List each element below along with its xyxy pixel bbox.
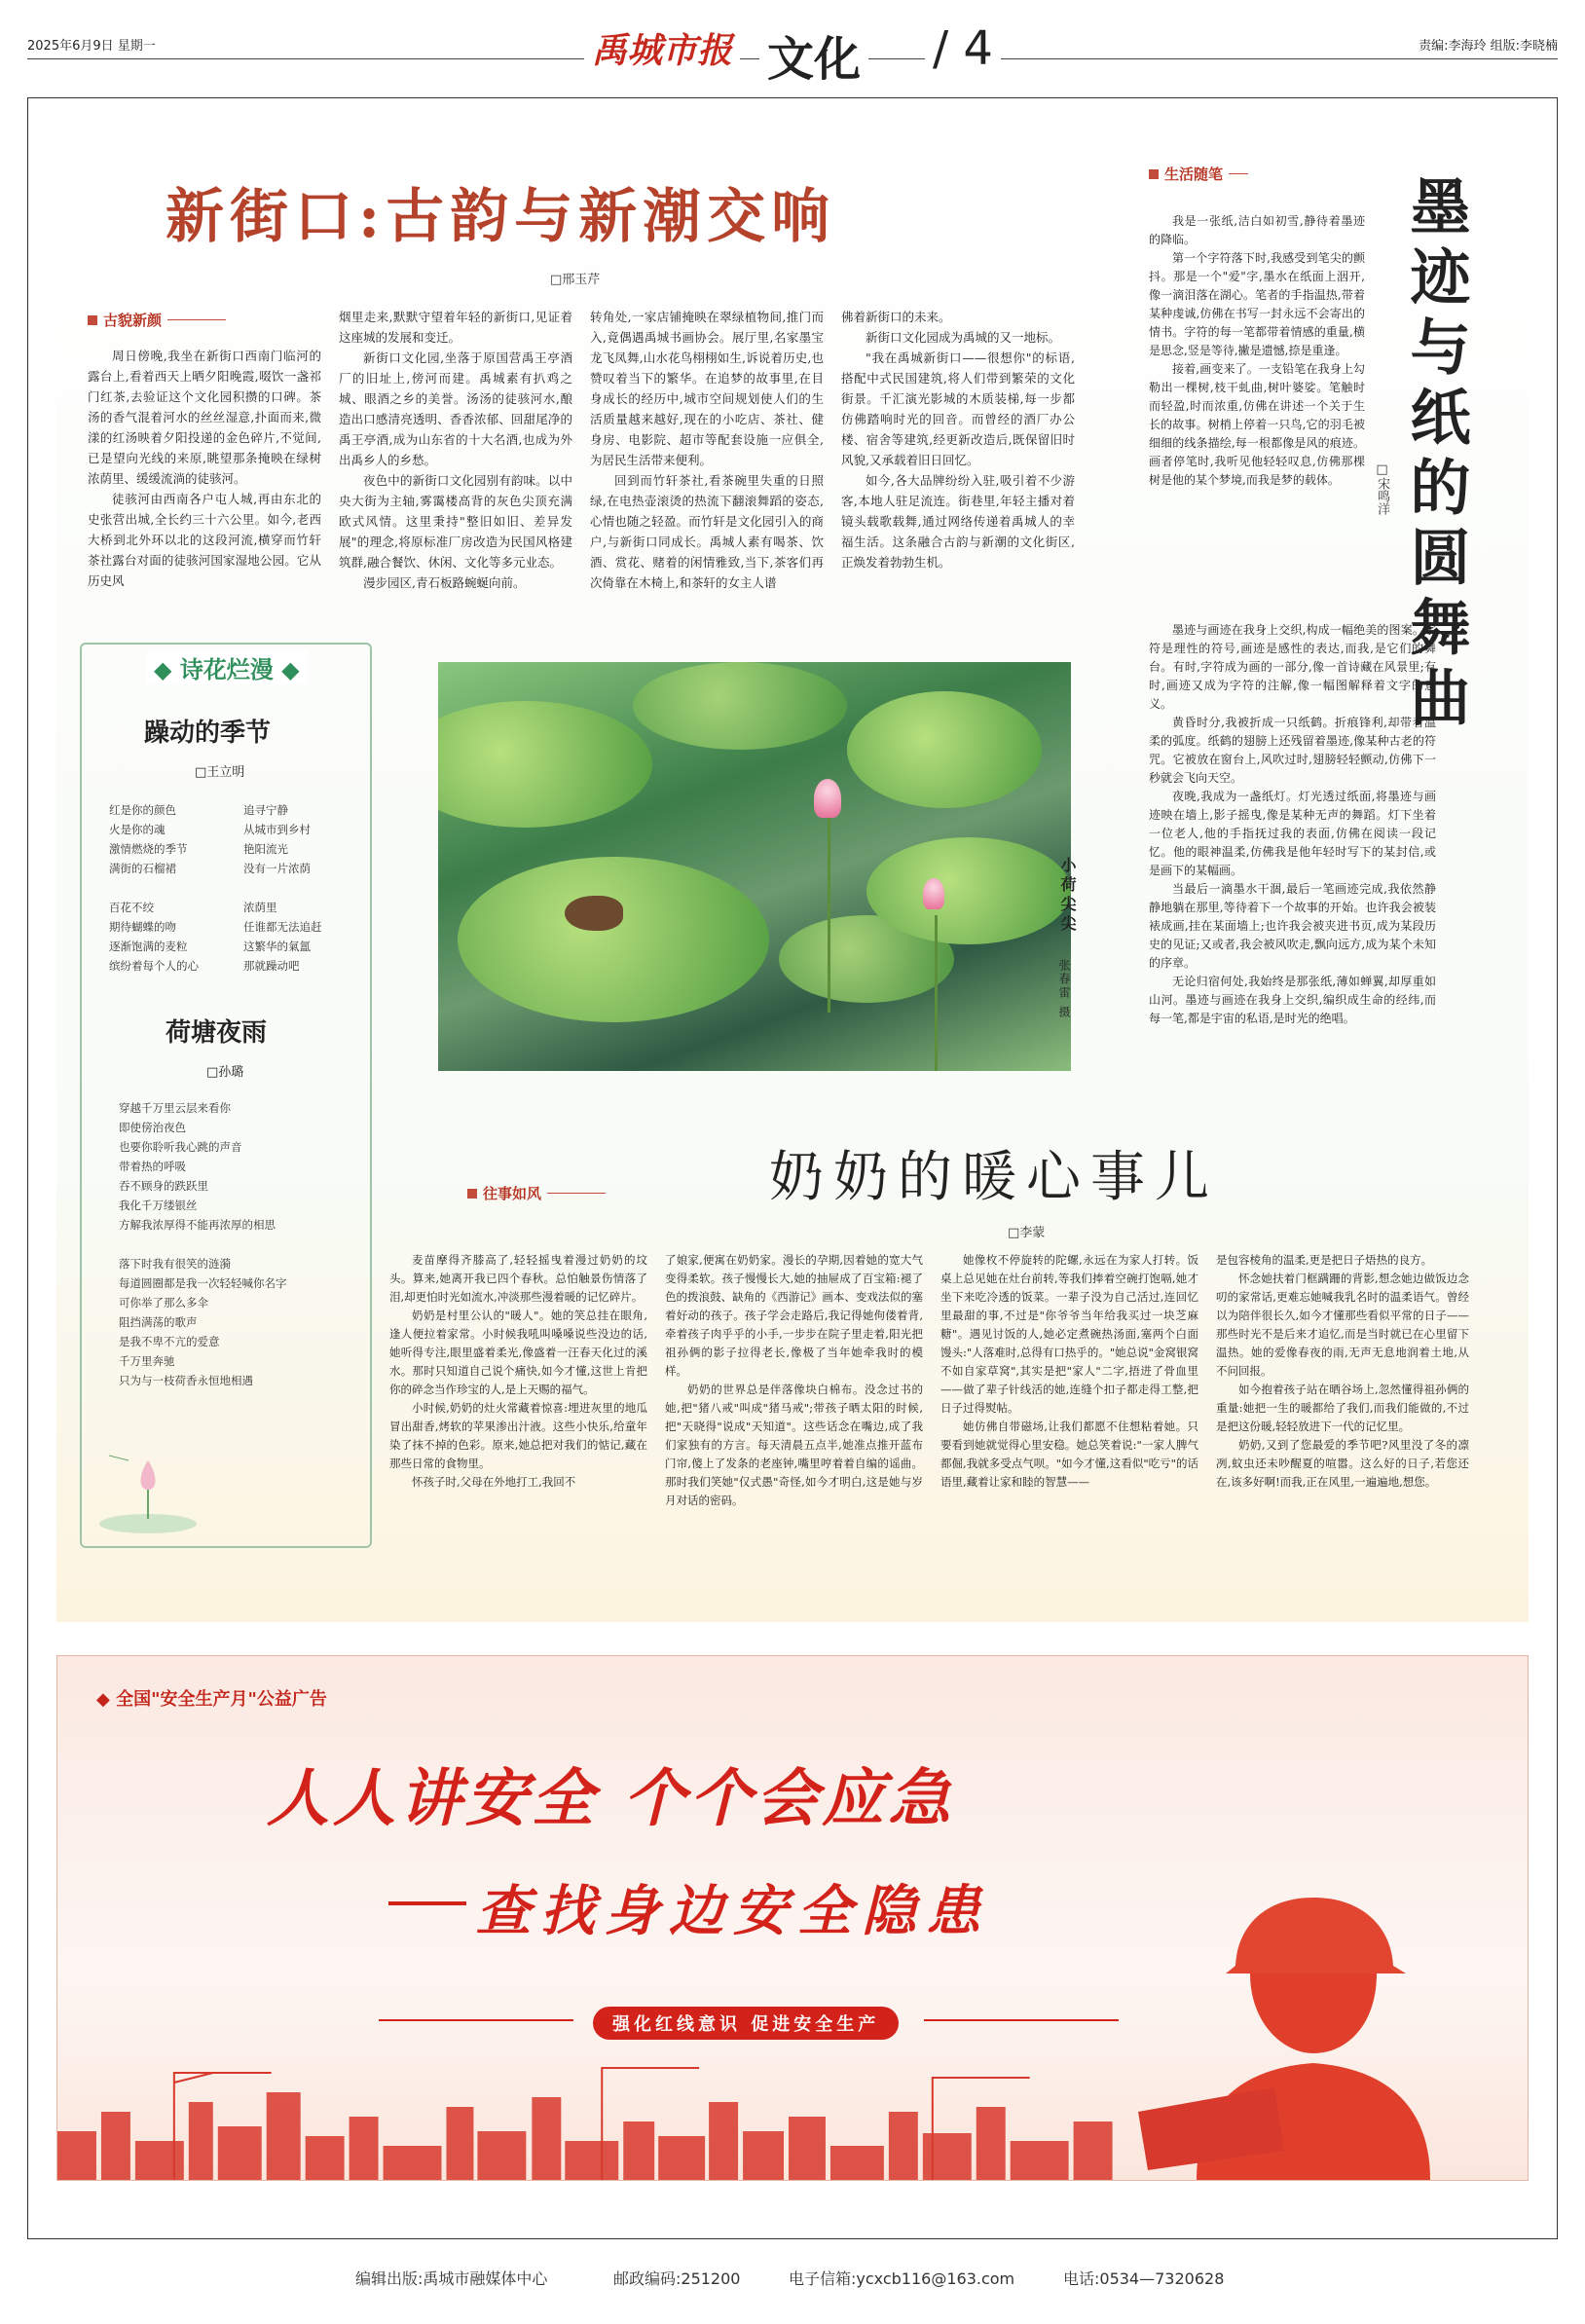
article-title-grandma: 奶奶的暖心事儿 [769, 1146, 1219, 1209]
poem-line: 可你举了那么多伞 [119, 1296, 208, 1310]
paragraph: 佛着新街口的未来。 [841, 310, 951, 324]
footer-email: 电子信箱:ycxcb116@163.com [789, 2269, 1015, 2288]
poem-line: 那就躁动吧 [243, 959, 300, 973]
section-title: 文化 [759, 21, 868, 89]
poem-line: 任谁都无法追赶 [243, 920, 322, 934]
poem-line: 每道圆圈都是我一次轻轻喊你名字 [119, 1276, 287, 1290]
editor-credits: 责编:李海玲 组版:李晓楠 [1419, 39, 1558, 54]
issue-date: 2025年6月9日 星期一 [27, 39, 156, 54]
paragraph: 她像枚不停旋转的陀螺,永远在为家人打转。饭桌上总见她在灶台前转,等我们捧着空碗打饱嗝,她才坐下来吃冷透的饭菜。一辈子没为自己活过,连回忆里最甜的事,不过是"你爷爷当年给我买过一块芝麻糖"。遇见讨饭的人,她必定煮碗热汤面,塞两个白面馒头:"人落难时,总得有口热乎的。"她总说"金窝银窝不如自家草窝",其实是把"家人"二字,捂进了骨血里——做了辈子针线活的她,连缝个扣子都走得工整,把日子过得熨帖。 [940, 1253, 1198, 1415]
photo-credit: 张春雷 摄 [1057, 959, 1071, 1019]
page-number: / 4 [925, 21, 1001, 76]
paragraph: 了娘家,便寓在奶奶家。漫长的孕期,因着她的宽大气变得柔软。孩子慢慢长大,她的抽屉成了百宝箱:褪了色的拨浪鼓、缺角的《西游记》画本、变戏法似的塞着好动的孩子。孩子学会走路后,我记得她佝偻着背,牵着孩子肉乎乎的小手,一步步在院子里走着,阳光把祖孙俩的影子拉得老长,像极了当年她牵我时的模样。 [665, 1253, 923, 1378]
paragraph: 漫步园区,青石板路蜿蜒向前。 [363, 575, 526, 590]
poem-heading-text: 诗花烂漫 [179, 656, 274, 683]
poem-line: 我化千万缕银丝 [119, 1199, 198, 1212]
poem1-left-stanza [109, 800, 226, 976]
section-tag-old-new [88, 310, 226, 330]
essay-column-lower [1149, 621, 1436, 1028]
poem-line: 只为与一枝荷香永恒地相遇 [119, 1374, 253, 1387]
poem-line: 火是你的魂 [109, 823, 166, 836]
paragraph: 周日傍晚,我坐在新街口西南门临河的露台上,看着西天上晒夕阳晚霞,啜饮一盏祁门红茶,去验证这个文化园积攒的口碑。茶汤的香气混着河水的丝丝湿意,扑面而来,微漾的红汤映着夕阳投递的金色碎片,不觉间,已是望向光线的来原,眺望那条掩映在绿树浓荫里、缓缓流淌的徒骇河。 [88, 349, 321, 486]
safety-ad [56, 1655, 1529, 2181]
ad-rule [379, 2019, 573, 2021]
tag-square-icon [88, 315, 97, 325]
tag-square-icon [467, 1189, 477, 1199]
poem-line: 这繁华的氣氲 [243, 940, 311, 953]
poem-line: 是我不卑不亢的爱意 [119, 1335, 220, 1348]
paragraph: 怀孩子时,父母在外地打工,我回不 [412, 1475, 576, 1489]
poem-line: 带着热的呼吸 [119, 1160, 186, 1173]
paragraph: 烟里走来,默默守望着年轻的新街口,见证着这座城的发展和变迁。 [339, 310, 572, 345]
ad-tag: ◆ 全国"安全生产月"公益广告 [96, 1689, 327, 1710]
ad-bottom-banner: 强化红线意识 促进安全生产 [593, 2007, 899, 2040]
tag-rule [547, 1193, 606, 1194]
article-title-xinjiekou: 新街口:古韵与新潮交响 [166, 183, 836, 251]
paragraph: 徒骇河由西南各户屯人城,再由东北的史张营出城,全长约三十六公里。如今,老西大桥到北外环以北的这段河流,横穿而竹轩茶社露台对面的徒骇河国家湿地公园。它从历史风 [88, 492, 321, 588]
poem-line: 没有一片浓荫 [243, 862, 311, 875]
poem2-body [119, 1098, 362, 1390]
paragraph: 奶奶,又到了您最爱的季节吧?风里没了冬的凛冽,蚊虫还未吵醒夏的喧嚣。这么好的日子,若您还在,该多好啊!而我,正在风里,一遍遍地,想您。 [1216, 1438, 1469, 1489]
footer-publisher: 编辑出版:禹城市融媒体中心 [355, 2269, 548, 2288]
section-tag-essay [1149, 164, 1248, 184]
paragraph: 墨迹与画迹在我身上交织,构成一幅绝美的图案。字符是理性的符号,画迹是感性的表达,而我,是它们的舞台。有时,字符成为画的一部分,像一首诗藏在风景里;有时,画迹又成为字符的注解,像一幅图解释着文字的意义。 [1149, 623, 1436, 711]
paragraph: 麦苗摩得齐膝高了,轻轻摇曳着漫过奶奶的坟头。算来,她离开我已四个春秋。总怕触景伤情落了泪,却更怕时光如流水,冲淡那些漫着暖的记忆碎片。 [389, 1253, 647, 1304]
paragraph: 夜色中的新街口文化园别有韵味。以中央大街为主轴,雾霭楼高背的灰色尖顶充满欧式风情。这里秉持"整旧如旧、差异发展"的理念,将原标准厂房改造为民国风格建筑群,融合餐饮、休闲、文化等多元业态。 [339, 473, 572, 570]
ad-slogan: 人人讲安全 个个会应急 [267, 1763, 955, 1835]
lotus-bud [814, 779, 841, 818]
paragraph: 新街口文化园,坐落于原国营禹王亭酒厂的旧址上,傍河而建。禹城素有扒鸡之城、眼酒之乡的美誉。汤汤的徒骇河水,酿造出口感清亮透明、香香浓郁、回甜尾净的禹王亭酒,成为山东省的十大名酒,也成为外出禹乡人的乡愁。 [339, 350, 572, 467]
article1-column-3 [590, 307, 824, 593]
page-footer [0, 2257, 1585, 2296]
paragraph: 如今,各大品牌纷纷入驻,吸引着不少游客,本地人驻足流连。街巷里,年轻主播对着镜头载歌载舞,通过网络传递着禹城人的幸福生活。这条融合古韵与新潮的文化街区,正焕发着勃勃生机。 [841, 473, 1075, 570]
worker-silhouette-icon [1138, 1859, 1489, 2180]
article1-column-4 [841, 307, 1075, 572]
tag-label: 生活随笔 [1164, 166, 1224, 183]
lotus-bud [923, 878, 944, 909]
paragraph: 第一个字符落下时,我感受到笔尖的颤抖。那是一个"爱"字,墨水在纸面上洇开,像一滴泪落在湖心。笔者的手指温热,带着某种虔诚,仿佛在书写一封永远不会寄出的情书。字符的每一笔都带着情感的重量,横是思念,竖是等待,撇是遗憾,捺是重逢。 [1149, 251, 1365, 357]
poem-line: 即使傍治夜色 [119, 1121, 186, 1134]
lily-pad [847, 691, 1042, 808]
paragraph: 她仿佛自带磁场,让我们都愿不住想粘着她。只要看到她就觉得心里安稳。她总笑着说:"一家人脾气都倔,我就多受点气呗。"如今才懂,这看似"吃亏"的话语里,藏着让家和睦的智慧—— [940, 1420, 1198, 1489]
poem1-title: 躁动的季节 [144, 719, 272, 748]
poem1-right-stanza [243, 800, 360, 976]
poem-line: 激情燃烧的季节 [109, 842, 188, 856]
paragraph: "我在禹城新街口——很想你"的标语,搭配中式民国建筑,将人们带到繁荣的文化街景。千汇演光影城的木质装梯,每一步都仿佛踏响时光的回音。而曾经的酒厂办公楼、宿舍等建筑,经更新改造后,既保留旧时风貌,又承载着旧日回忆。 [841, 350, 1075, 467]
article3-column-1 [389, 1251, 647, 1492]
paragraph: 是包容棱角的温柔,更是把日子焐热的良方。 [1216, 1253, 1433, 1267]
page-header [0, 0, 1585, 88]
tag-rule [167, 319, 226, 320]
paragraph: 当最后一滴墨水干涸,最后一笔画迹完成,我依然静静地躺在那里,等待着下一个故事的开始。也许我会被装裱成画,挂在某面墙上;也许我会被夹进书页,成为某段历史的见证;又或者,我会被风吹走,飘向远方,成为某个未知的序章。 [1149, 882, 1436, 970]
article-byline: □邢玉芹 [550, 273, 601, 287]
article3-column-4 [1216, 1251, 1469, 1492]
ad-subslogan: 查找身边安全隐患 [476, 1879, 990, 1943]
section-tag-memories [467, 1183, 606, 1203]
tag-rule [1229, 173, 1248, 174]
ad-tag-text: 全国"安全生产月"公益广告 [116, 1689, 327, 1710]
paragraph: 夜晚,我成为一盏纸灯。灯光透过纸面,将墨迹与画迹映在墙上,影子摇曳,像是某种无声的舞蹈。灯下坐着一位老人,他的手指抚过我的表面,仿佛在阅读一段记忆。他的眼神温柔,仿佛我是他年轻时写下的某封信,或是画下的某幅画。 [1149, 790, 1436, 877]
essay-title-vertical: 墨迹与纸的圆舞曲 [1400, 175, 1471, 736]
article1-column-2 [339, 307, 572, 593]
poem-line: 追寻宁静 [243, 803, 288, 817]
poem-line: 穿越千万里云层来看你 [119, 1101, 231, 1115]
poem-line: 阻挡满荡的歌声 [119, 1315, 198, 1329]
footer-phone: 电话:0534—7320628 [1063, 2269, 1225, 2288]
poem-line: 方解我浓厚得不能再浓厚的相思 [119, 1218, 276, 1232]
poem-line: 落下时我有很笑的涟漪 [119, 1257, 231, 1271]
photo-caption: 小荷尖尖 [1058, 857, 1077, 935]
lotus-stem [828, 818, 830, 1013]
tag-square-icon [1149, 169, 1159, 179]
poem2-title: 荷塘夜雨 [166, 1018, 268, 1048]
newspaper-logo: 禹城市报 [584, 23, 740, 73]
lily-pad [633, 662, 847, 750]
poem-line [119, 1235, 362, 1254]
poem-line: 满街的石榴裙 [109, 862, 176, 875]
poem-line: 吞不顾身的跌跃里 [119, 1179, 208, 1193]
poem-line: 缤纷着每个人的心 [109, 959, 199, 973]
essay-author: □宋鸣洋 [1375, 462, 1389, 515]
lily-pad [458, 857, 769, 1022]
paragraph: 小时候,奶奶的灶火常藏着惊喜:埋进灰里的地瓜冒出甜香,烤软的苹果渗出汁液。这些小快乐,给童年染了抹不掉的色彩。原来,她总把对我们的惦记,藏在那些日常的食物里。 [389, 1401, 647, 1470]
footer-postcode: 邮政编码:251200 [613, 2269, 741, 2288]
paragraph: 无论归宿何处,我始终是那张纸,薄如蝉翼,却厚重如山河。墨迹与画迹在我身上交织,编织成生命的经纬,而每一笔,都是宇宙的私语,是时光的绝唱。 [1149, 975, 1436, 1025]
poem-line: 艳阳流光 [243, 842, 288, 856]
poem-line: 百花不绞 [109, 901, 154, 914]
poem-line: 千万里奔驰 [119, 1354, 175, 1368]
paragraph: 转角处,一家店铺掩映在翠绿植物间,推门而入,竟偶遇禹城书画协会。展厅里,名家墨宝龙飞凤舞,山水花鸟栩栩如生,诉说着历史,也赞叹着当下的繁华。在追梦的故事里,在目身成长的经历中,城市空间规划使人们的生活质量越来越好,现在的小吃店、茶社、健身房、电影院、超市等配套设施一应俱全,为居民生活带来便利。 [590, 310, 824, 467]
paragraph: 如今抱着孩子站在晒谷场上,忽然懂得祖孙俩的重量:她把一生的暖都给了我们,而我们能做的,不过是把这份暖,轻轻放进下一代的记忆里。 [1216, 1383, 1469, 1433]
paragraph: 怀念她扶着门框蹒跚的背影,想念她边做饭边念叨的家常话,更难忘她喊我乳名时的温柔语气。曾经以为陪伴很长久,如今才懂那些看似平常的日子——那些时光不是后来才追忆,而是当时就已在心里留下温热。她的爱像春夜的雨,无声无息地润着土地,从不问回报。 [1216, 1272, 1469, 1378]
tag-label: 往事如风 [483, 1185, 542, 1202]
paragraph: 我是一张纸,洁白如初雪,静待着墨迹的降临。 [1149, 214, 1365, 246]
paragraph: 黄昏时分,我被折成一只纸鹤。折痕锋利,却带着温柔的弧度。纸鹤的翅膀上还残留着墨迹,像某种古老的符咒。它被放在窗台上,风吹过时,翅膀轻轻颤动,仿佛下一秒就会飞向天空。 [1149, 716, 1436, 785]
ad-rule [924, 2019, 1119, 2021]
paragraph: 奶奶是村里公认的"暖人"。她的笑总挂在眼角,逢人便拉着家常。小时候我吼叫嗓嗓说些没边的话,她听得专注,眼里盛着柔光,像盛着一汪春天化过的溪水。那时只知道自己说个痛快,如今才懂,这世上肯把你的碎念当作珍宝的人,是上天赐的福气。 [389, 1309, 647, 1396]
paragraph: 回到而竹轩茶社,看茶碗里失重的日照绿,在电热壶滚烫的热流下翻滚舞蹈的姿态,心情也随之轻盈。而竹轩是文化园引入的商户,与新街口同成长。禹城人素有喝茶、饮酒、赏花、赌着的闲情雅致,当下,茶客们再次倚靠在木椅上,和茶轩的女主人谱 [590, 473, 824, 590]
bird [565, 896, 623, 931]
article3-byline: □李蒙 [1008, 1226, 1046, 1240]
tag-label: 古貌新颜 [103, 312, 163, 329]
poem1-author: □王立明 [195, 765, 245, 780]
paragraph: 接着,画变来了。一支铅笔在我身上勾勒出一棵树,枝干虬曲,树叶婆娑。笔触时而轻盈,时而浓重,仿佛在讲述一个关于生长的故事。树梢上停着一只鸟,它的羽毛被细细的线条描绘,每一根都像是风的痕迹。画者停笔时,我听见他轻轻叹息,仿佛那棵树是他的某个梦境,而我是梦的载体。 [1149, 362, 1365, 487]
paragraph: 新街口文化园成为禹城的又一地标。 [866, 330, 1061, 345]
poem-line: 逐渐饱满的麦粒 [109, 940, 188, 953]
ad-dash [388, 1901, 466, 1905]
essay-column [1149, 212, 1365, 490]
poem-line: 红是你的颜色 [109, 803, 176, 817]
article3-column-2 [665, 1251, 923, 1510]
lily-pad [866, 837, 1071, 944]
poem-line: 也要你聆听我心跳的声音 [119, 1140, 242, 1154]
poem-line [243, 878, 360, 898]
lotus-pond-photo [438, 662, 1071, 1071]
poem-line [109, 878, 226, 898]
lotus-stem [935, 915, 938, 1071]
lily-pad [438, 701, 652, 828]
poem2-author: □孙璐 [206, 1065, 244, 1080]
poem-line: 浓荫里 [243, 901, 277, 914]
poem-line: 从城市到乡村 [243, 823, 311, 836]
lotus-decoration-icon [90, 1431, 206, 1538]
article3-column-3 [940, 1251, 1198, 1492]
poem-section-heading: ◆ 诗花烂漫 ◆ [146, 650, 308, 684]
article1-column-1 [88, 346, 321, 591]
poem-line: 期待蝴蝶的吻 [109, 920, 176, 934]
paragraph: 奶奶的世界总是伴落像块白棉布。没念过书的她,把"猪八戒"叫成"猪马戒";带孩子晒太阳的时候,把"天晓得"说成"天知道"。这些话念在嘴边,成了我们家独有的方言。每天清晨五点半,她准点推开蓝布门帘,傻上了发条的老座钟,嘴里哼着着自编的谣曲。那时我们笑她"仅式愚"奇怪,如今才明白,这是她与岁月对话的密码。 [665, 1383, 923, 1507]
